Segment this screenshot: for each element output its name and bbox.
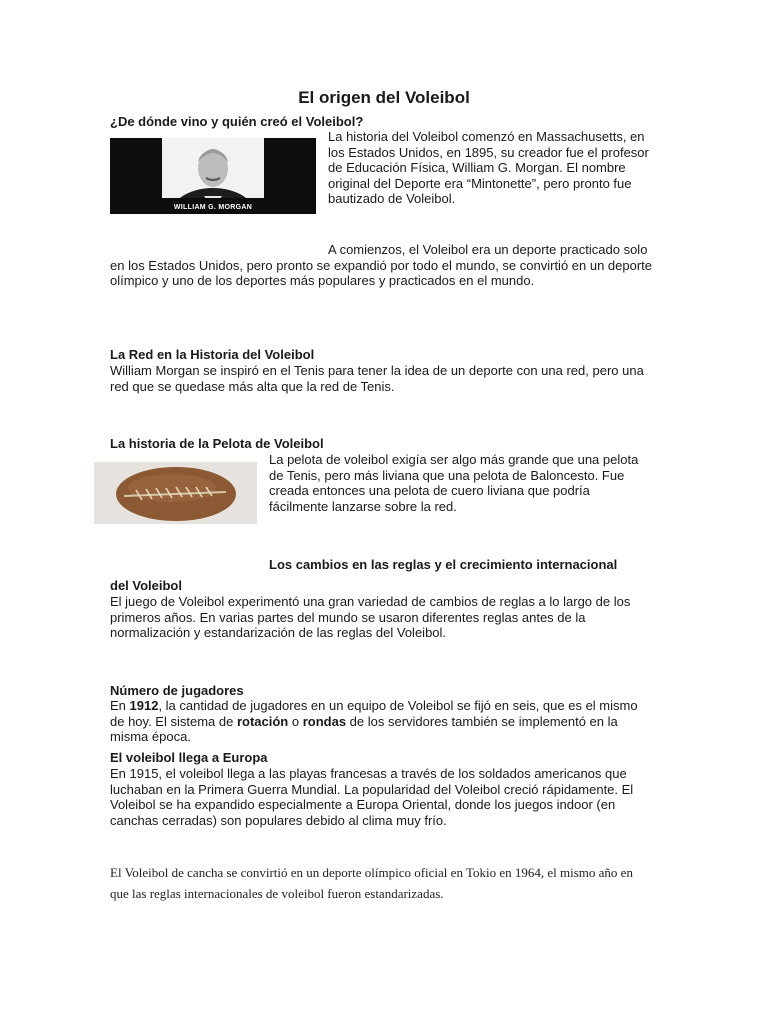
rules-paragraph: El juego de Voleibol experimentó una gran variedad de cambios de reglas a lo largo de los primeros años. En varias partes del mundo se usaron diferentes reglas antes de la normalización y estandarización de las reglas del Voleibol. [110, 594, 631, 641]
players-text-2: , la cantidad de jugadores en un equipo de Voleibol se fijó en seis, que es el mismo de hoy. El sistema de [110, 698, 638, 729]
heading-rules-continued: del Voleibol [110, 578, 182, 593]
heading-ball: La historia de la Pelota de Voleibol [110, 436, 324, 451]
heading-rules: Los cambios en las reglas y el crecimiento internacional [269, 557, 618, 572]
heading-europe: El voleibol llega a Europa [110, 750, 268, 765]
photo-caption: WILLIAM G. MORGAN [173, 204, 253, 211]
ball-paragraph: La pelota de voleibol exigía ser algo más grande que una pelota de Tenis, pero más liviana que una pelota de Baloncesto. Fue creada entonces una pelota de cuero liviana que podría fácilmente lanzarse sobre la red. [269, 452, 639, 514]
players-text-1: En [110, 698, 130, 713]
heading-net: La Red en la Historia del Voleibol [110, 347, 315, 362]
heading-origin: ¿De dónde vino y quién creó el Voleibol? [110, 114, 364, 129]
page-title: El origen del Voleibol [298, 88, 470, 107]
origin-paragraph-2: A comienzos, el Voleibol era un deporte practicado solo en los Estados Unidos, pero pronto se expandió por todo el mundo, se convirtió en un deporte olímpico y uno de los deportes más populares y practicados en el mundo. [110, 242, 653, 289]
players-paragraph [110, 698, 650, 745]
players-text-3: o [288, 713, 303, 729]
morgan-photo [110, 138, 316, 214]
olympic-paragraph: El Voleibol de cancha se convirtió en un deporte olímpico oficial en Tokio en 1964, el mismo año en que las reglas internacionales de voleibol fueron estandarizadas. [110, 865, 633, 901]
heading-players: Número de jugadores [110, 683, 244, 698]
players-year: 1912 [129, 698, 159, 713]
ball-illustration [94, 462, 257, 524]
net-paragraph: William Morgan se inspiró en el Tenis para tener la idea de un deporte con una red, pero una red que se quedase más alta que la red de Tenis. [110, 363, 644, 394]
leather-ball-photo [94, 462, 257, 524]
players-rondas: rondas [302, 713, 347, 729]
origin-paragraph-1: La historia del Voleibol comenzó en Massachusetts, en los Estados Unidos, en 1895, su creador fue el profesor de Educación Física, William G. Morgan. El nombre original del Deporte era “Mintonette”, pero pronto fue bautizado de Voleibol. [328, 129, 649, 207]
players-rotation: rotación [236, 713, 289, 729]
portrait-illustration [110, 138, 316, 214]
europe-paragraph: En 1915, el voleibol llega a las playas francesas a través de los soldados americanos que luchaban en la Primera Guerra Mundial. La popularidad del Voleibol creció rápidamente. El Voleibol se ha expandido especialmente a Europa Oriental, donde los juegos indoor (en canchas cerradas) son populares debido al clima muy frío. [110, 766, 634, 828]
players-text-4: de los servidores también se implementó en la misma época. [110, 713, 618, 745]
